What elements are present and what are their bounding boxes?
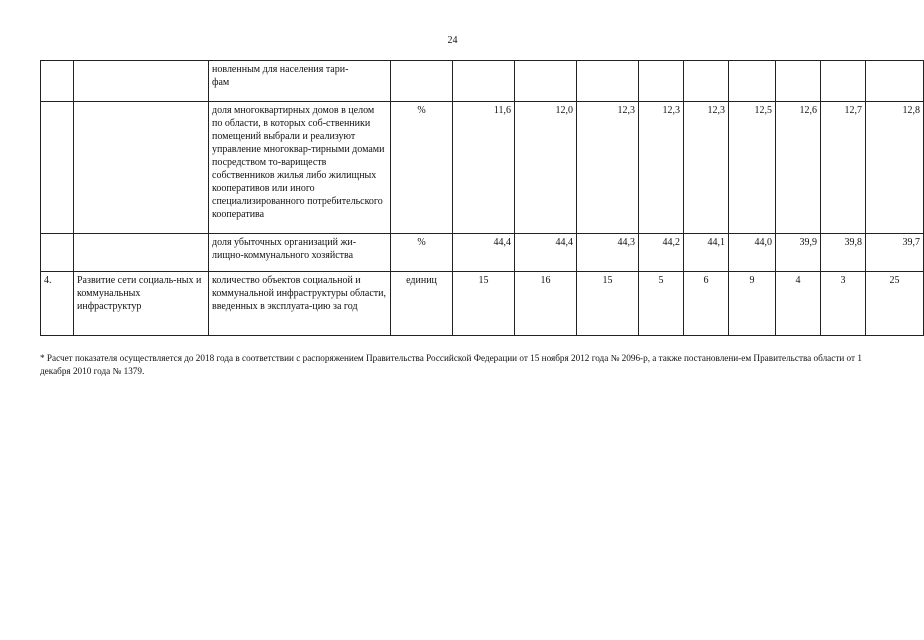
direction-cell — [74, 234, 209, 272]
value-cell: 11,6 — [453, 102, 515, 234]
value-cell: 44,3 — [577, 234, 639, 272]
value-cell: 44,0 — [729, 234, 776, 272]
value-cell: 15 — [453, 272, 515, 336]
value-cell: 44,4 — [453, 234, 515, 272]
indicator-cell: количество объектов социальной и коммунальной инфраструктуры области, введенных в эксплуата-цию за год — [209, 272, 391, 336]
value-cell: 12,0 — [515, 102, 577, 234]
value-cell — [776, 61, 821, 102]
indicator-text: новленным для населения тари- фам — [212, 64, 349, 88]
indicator-cell: доля многоквартирных домов в целом по области, в которых соб-ственники помещений выбрали и реализуют управление многоквар-тирными домами посредством то-вариществ собственников жилья либо жилищных кооперативов или иного специализированного потребительского кооператива — [209, 102, 391, 234]
footnote: * Расчет показателя осуществляется до 2018 года в соответствии с распоряжением Правительства Российской Федерации от 15 ноября 2012 года № 2096-р, а также постановлени-ем Правительства области от 1 декабря 2010 года № 1379. — [40, 353, 862, 376]
value-cell: 16 — [515, 272, 577, 336]
table-row — [41, 234, 924, 272]
direction-cell — [74, 61, 209, 102]
value-cell: 5 — [639, 272, 684, 336]
value-cell — [866, 61, 924, 102]
table-row — [41, 272, 924, 336]
value-cell: 39,9 — [776, 234, 821, 272]
indicator-cell — [209, 61, 391, 102]
value-cell: 4 — [776, 272, 821, 336]
row-number-cell: 4. — [41, 272, 74, 336]
value-cell: 44,2 — [639, 234, 684, 272]
table-row — [41, 102, 924, 234]
unit-cell — [391, 61, 453, 102]
value-cell — [453, 61, 515, 102]
value-cell: 44,1 — [684, 234, 729, 272]
value-cell — [577, 61, 639, 102]
value-cell: 6 — [684, 272, 729, 336]
value-cell — [684, 61, 729, 102]
value-cell: 9 — [729, 272, 776, 336]
page-number: 24 — [447, 35, 458, 46]
row-number-cell — [41, 61, 74, 102]
value-cell: 12,6 — [776, 102, 821, 234]
value-cell: 12,3 — [577, 102, 639, 234]
value-cell — [729, 61, 776, 102]
value-cell: 15 — [577, 272, 639, 336]
row-number-cell — [41, 234, 74, 272]
value-cell: 39,8 — [821, 234, 866, 272]
value-cell: 12,5 — [729, 102, 776, 234]
direction-cell — [74, 102, 209, 234]
value-cell: 25 — [866, 272, 924, 336]
table-row — [41, 61, 924, 102]
value-cell: 44,4 — [515, 234, 577, 272]
value-cell — [821, 61, 866, 102]
value-cell: 12,3 — [684, 102, 729, 234]
value-cell: 12,8 — [866, 102, 924, 234]
direction-cell: Развитие сети социаль-ных и коммунальных инфраструктур — [74, 272, 209, 336]
value-cell: 39,7 — [866, 234, 924, 272]
value-cell: 12,7 — [821, 102, 866, 234]
value-cell: 12,3 — [639, 102, 684, 234]
unit-cell: % — [391, 234, 453, 272]
value-cell — [515, 61, 577, 102]
indicators-table — [40, 60, 924, 336]
value-cell — [639, 61, 684, 102]
value-cell: 3 — [821, 272, 866, 336]
row-number-cell — [41, 102, 74, 234]
unit-cell: % — [391, 102, 453, 234]
unit-cell: единиц — [391, 272, 453, 336]
indicator-cell: доля убыточных организаций жи-лищно-коммунального хозяйства — [209, 234, 391, 272]
